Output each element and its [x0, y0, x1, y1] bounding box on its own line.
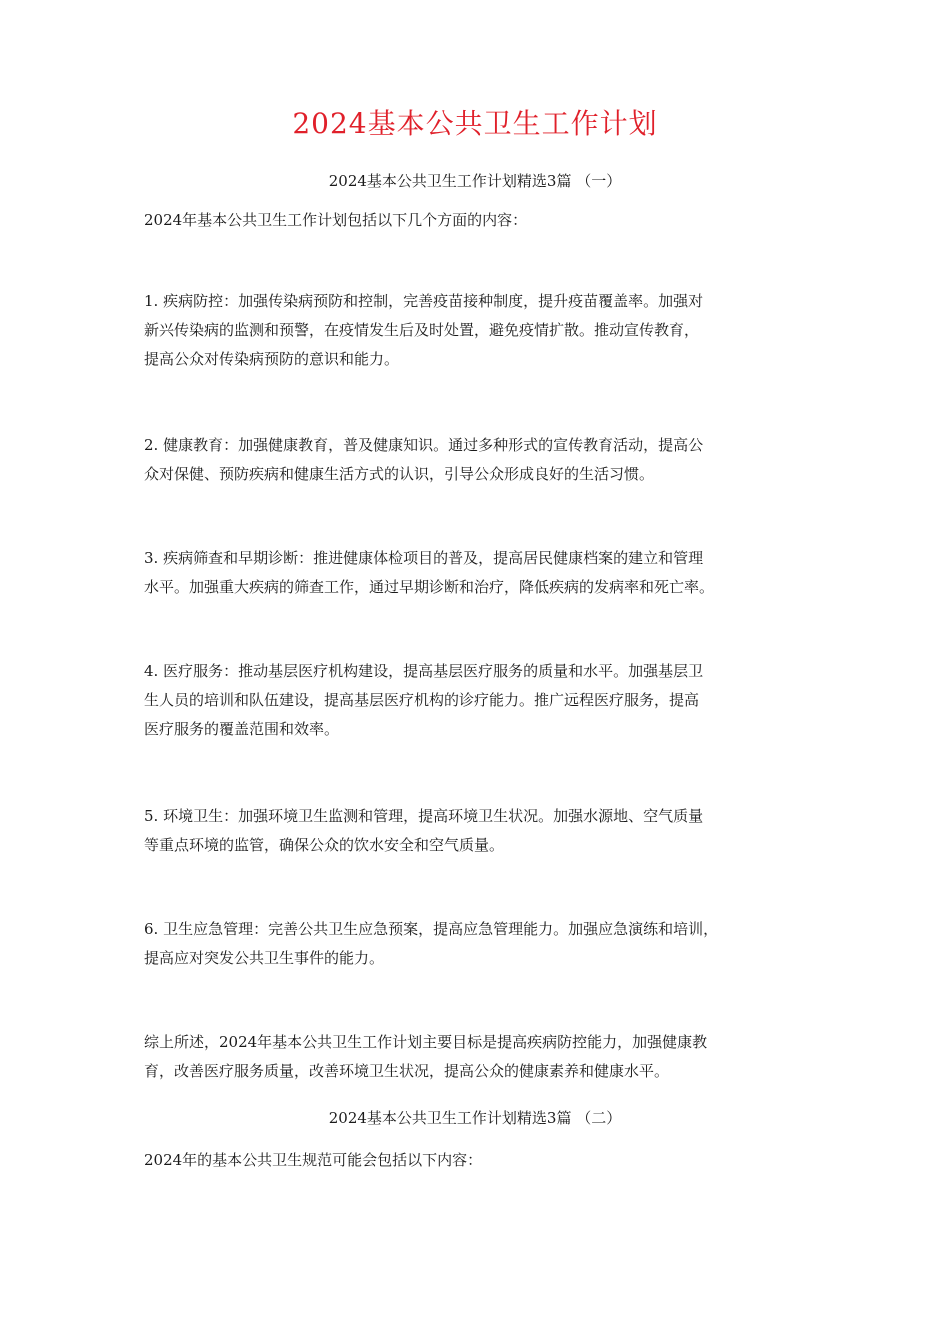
item-paragraph-5: [144, 802, 816, 860]
summary-line-1: 综上所述，2024年基本公共卫生工作计划主要目标是提高疾病防控能力，加强健康教: [144, 1033, 708, 1051]
section-heading-2: 2024基本公共卫生工作计划精选3篇 （二）: [328, 1109, 622, 1127]
intro-line: 2024年基本公共卫生工作计划包括以下几个方面的内容：: [144, 211, 528, 229]
summary-line-2: 育，改善医疗服务质量，改善环境卫生状况，提高公众的健康素养和健康水平。: [144, 1062, 670, 1080]
item-6-line-2: 提高应对突发公共卫生事件的能力。: [144, 949, 385, 967]
item-5-line-2: 等重点环境的监管，确保公众的饮水安全和空气质量。: [144, 836, 505, 854]
item-5-line-1: 5. 环境卫生：加强环境卫生监测和管理，提高环境卫生状况。加强水源地、空气质量: [144, 807, 704, 825]
item-paragraph-2: [144, 431, 816, 489]
item-3-line-1: 3. 疾病筛查和早期诊断：推进健康体检项目的普及，提高居民健康档案的建立和管理: [144, 549, 704, 567]
item-1-line-1: 1. 疾病防控：加强传染病预防和控制，完善疫苗接种制度，提升疫苗覆盖率。加强对: [144, 292, 704, 310]
item-paragraph-6: [144, 915, 816, 973]
item-4-line-3: 医疗服务的覆盖范围和效率。: [144, 720, 340, 738]
item-1-line-2: 新兴传染病的监测和预警，在疫情发生后及时处置，避免疫情扩散。推动宣传教育，: [144, 321, 700, 339]
item-2-line-1: 2. 健康教育：加强健康教育，普及健康知识。通过多种形式的宣传教育活动，提高公: [144, 436, 704, 454]
item-4-line-2: 生人员的培训和队伍建设，提高基层医疗机构的诊疗能力。推广远程医疗服务，提高: [144, 691, 700, 709]
document-title: 2024基本公共卫生工作计划: [292, 107, 658, 140]
item-1-line-3: 提高公众对传染病预防的意识和能力。: [144, 350, 400, 368]
item-4-line-1: 4. 医疗服务：推动基层医疗机构建设，提高基层医疗服务的质量和水平。加强基层卫: [144, 662, 704, 680]
intro-paragraph: [144, 206, 816, 235]
item-paragraph-4: [144, 657, 816, 744]
item-6-line-1: 6. 卫生应急管理：完善公共卫生应急预案，提高应急管理能力。加强应急演练和培训，: [144, 920, 719, 938]
item-paragraph-1: [144, 287, 816, 374]
item-3-line-2: 水平。加强重大疾病的筛查工作，通过早期诊断和治疗，降低疾病的发病率和死亡率。: [144, 578, 715, 596]
summary-paragraph: [144, 1028, 816, 1086]
item-2-line-2: 众对保健、预防疾病和健康生活方式的认识，引导公众形成良好的生活习惯。: [144, 465, 655, 483]
section2-intro-paragraph: [144, 1146, 816, 1175]
section2-intro-line: 2024年的基本公共卫生规范可能会包括以下内容：: [144, 1151, 483, 1169]
item-paragraph-3: [144, 544, 816, 602]
section-heading-1: 2024基本公共卫生工作计划精选3篇 （一）: [328, 172, 622, 190]
